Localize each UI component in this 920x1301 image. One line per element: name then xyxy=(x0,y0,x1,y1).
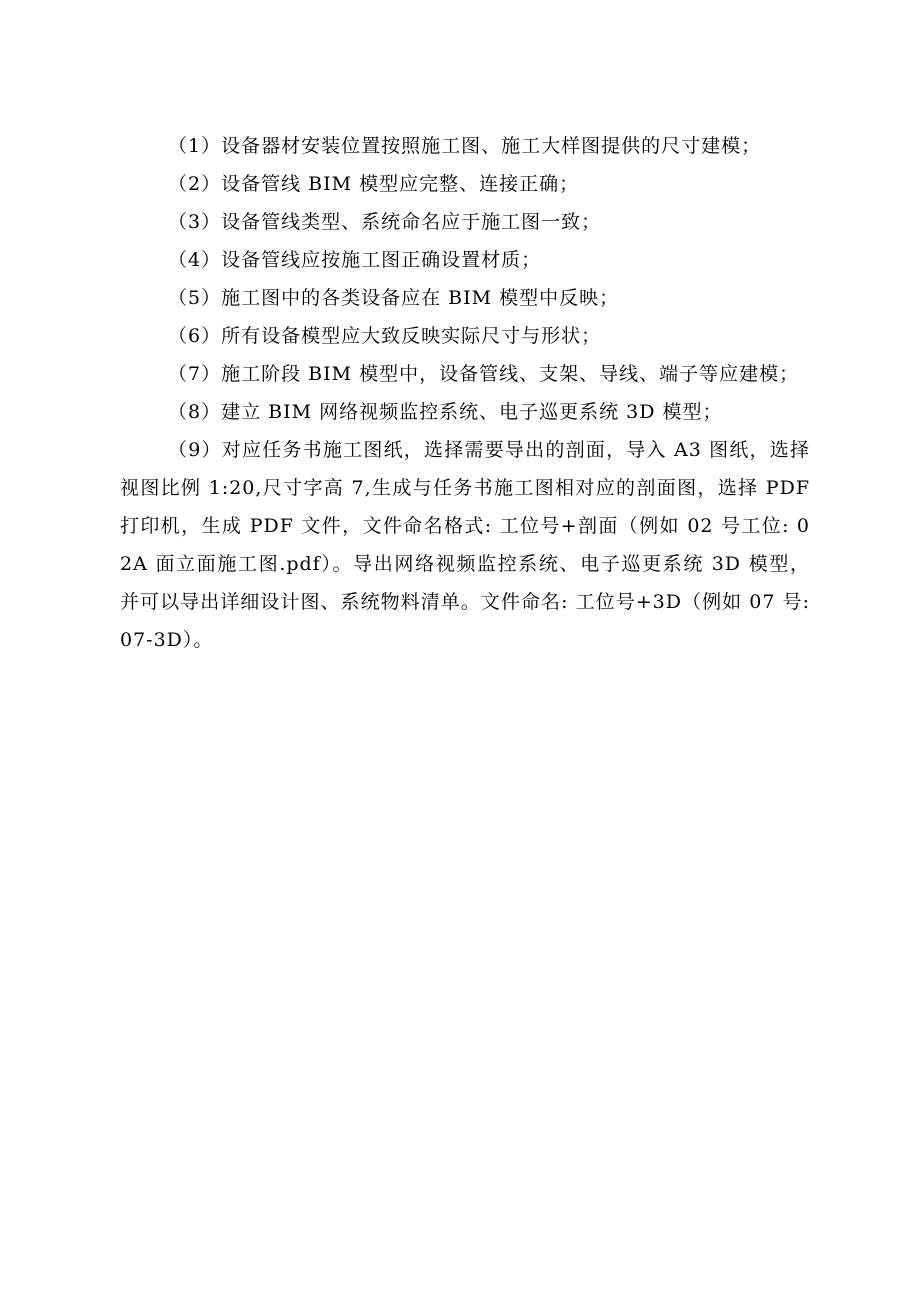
requirement-item-1: （1）设备器材安装位置按照施工图、施工大样图提供的尺寸建模； xyxy=(168,135,762,157)
document-body xyxy=(120,127,810,659)
requirement-item-2: （2）设备管线 BIM 模型应完整、连接正确； xyxy=(168,173,580,195)
requirement-item-4: （4）设备管线应按施工图正确设置材质； xyxy=(168,249,542,271)
requirement-item-5: （5）施工图中的各类设备应在 BIM 模型中反映； xyxy=(168,287,620,309)
requirement-item-9: （9）对应任务书施工图纸，选择需要导出的剖面，导入 A3 图纸，选择视图比例 1:20,尺寸字高 7,生成与任务书施工图相对应的剖面图，选择 PDF 打印机，生成 PDF 文件，文件命名格式: 工位号+剖面（例如 02 号工位: 02A 面立面施工图.pdf）。导出网络视频监控系统、电子巡更系统 3D 模型，并可以导出详细设计图、系统物料清单。文件命名: 工位号+3D（例如 07 号: 07-3D）。 xyxy=(120,439,810,651)
requirement-item-6: （6）所有设备模型应大致反映实际尺寸与形状； xyxy=(168,325,602,347)
requirement-item-7: （7）施工阶段 BIM 模型中，设备管线、支架、导线、端子等应建模； xyxy=(168,363,800,385)
requirement-item-8: （8）建立 BIM 网络视频监控系统、电子巡更系统 3D 模型； xyxy=(168,401,723,423)
requirement-item-3: （3）设备管线类型、系统命名应于施工图一致； xyxy=(168,211,602,233)
